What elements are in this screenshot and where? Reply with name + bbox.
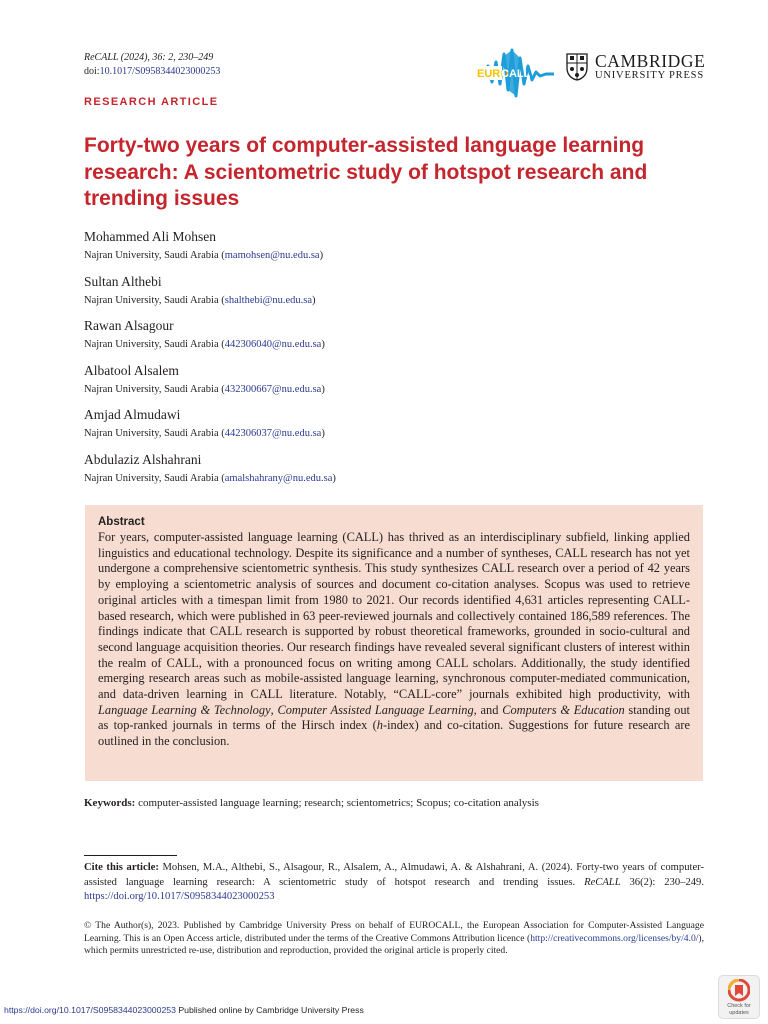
affiliation-text: Najran University, Saudi Arabia	[84, 383, 219, 395]
abstract-separator: ,	[270, 702, 278, 717]
author-affiliation: Najran University, Saudi Arabia (442306040@nu.edu.sa)	[84, 339, 325, 351]
eurocall-euro-text: EURO	[477, 68, 509, 80]
check-updates-label	[719, 1003, 759, 1016]
license-notice	[84, 920, 704, 958]
keywords	[84, 796, 704, 811]
author-affiliation: Najran University, Saudi Arabia (mamohsen@nu.edu.sa)	[84, 250, 324, 261]
abstract-text-part: -index) and co-citation. Suggestions for future research are outlined in the conclusion.	[98, 718, 690, 749]
author-affiliation: Najran University, Saudi Arabia (shalthebi@nu.edu.sa)	[84, 294, 316, 306]
abstract-text	[98, 530, 690, 750]
author-email-link[interactable]: amalshahrany@nu.edu.sa	[224, 472, 333, 484]
affiliation-text: Najran University, Saudi Arabia	[84, 294, 219, 306]
publisher-name: CAMBRIDGE	[595, 51, 706, 71]
check-updates-line: updates	[729, 1009, 749, 1016]
abstract-text-part: For years, computer-assisted language learning (CALL) has thrived as an interdisciplinary subfield, linking applied linguistics and educational technology. Despite its significance and a number of syntheses, CALL research has not yet undergone a comprehensive scientometric synthesis. This study synthesizes CALL research over a period of 42 years by employing a scientometric analysis of sources and document co-citation analyses. Scopus was used to retrieve original articles with a timespan limit from 1980 to 2021. Our records identified 4,631 articles representing CALL-based research, which were published in 63 peer-reviewed journals and collectively contained 186,589 references. The findings indicate that CALL research is supported by robust theoretical frameworks, grounded in socio-cultural and second language acquisition theories. Our research findings have revealed several significant clusters of interest within the realm of CALL, with a pronounced focus on writing among CALL scholars. Additionally, the study identified emerging research areas such as mobile-assisted language learning, synchronous computer-mediated communication, and data-driven learning in CALL literature. Notably, “CALL-core” journals exhibited high productivity, with	[98, 530, 690, 702]
author-email-link[interactable]: shalthebi@nu.edu.sa	[224, 294, 312, 306]
publisher-subtitle: UNIVERSITY PRESS	[595, 70, 704, 81]
check-updates-icon	[728, 979, 750, 1003]
affiliation-text: Najran University, Saudi Arabia	[84, 472, 219, 484]
citation-label: Cite this article:	[84, 862, 159, 873]
keywords-list: computer-assisted language learning; research; scientometrics; Scopus; co-citation analysis	[135, 797, 539, 809]
keywords-label: Keywords:	[84, 797, 136, 809]
eurocall-logo	[474, 44, 556, 106]
author-affiliation: Najran University, Saudi Arabia (432300667@nu.edu.sa)	[84, 383, 325, 395]
affiliation-text: Najran University, Saudi Arabia	[84, 250, 219, 261]
author-entry	[84, 317, 684, 362]
author-email-link[interactable]: 432300667@nu.edu.sa	[224, 383, 322, 395]
abstract-heading: Abstract	[98, 516, 145, 528]
article-type: RESEARCH ARTICLE	[84, 96, 219, 108]
citation-journal: ReCALL	[584, 876, 621, 888]
eurocall-call-text: CALL	[501, 68, 531, 80]
journal-name: Computer Assisted Language Learning	[277, 702, 474, 717]
cambridge-shield-icon	[566, 53, 588, 81]
license-link[interactable]: http://creativecommons.org/licenses/by/4.0/	[530, 932, 699, 944]
doi-prefix: doi:	[84, 66, 100, 77]
author-name: Amjad Almudawi	[84, 407, 181, 423]
author-email-link[interactable]: 442306037@nu.edu.sa	[224, 428, 322, 440]
check-updates-line: Check for	[727, 1003, 751, 1009]
page-footer	[4, 1004, 364, 1016]
cambridge-university-press-logo	[566, 53, 706, 83]
author-name: Rawan Alsagour	[84, 318, 174, 334]
footnote-divider	[84, 855, 177, 856]
author-name: Sultan Althebi	[84, 273, 162, 289]
abstract-text-part: standing out as top-ranked journals in terms of the Hirsch index (	[98, 702, 690, 733]
author-entry	[84, 451, 684, 496]
author-entry	[84, 406, 684, 451]
citation-details: 36(2): 230–249.	[620, 876, 704, 888]
journal-name: Language Learning & Technology	[98, 702, 271, 717]
license-text: ), which permits unrestricted re-use, distribution and reproduction, provided the original article is properly cited.	[84, 932, 704, 957]
journal-name: Computers & Education	[502, 702, 625, 717]
affiliation-text: Najran University, Saudi Arabia	[84, 428, 219, 440]
abstract-box	[85, 505, 703, 781]
abstract-separator: , and	[473, 702, 503, 717]
author-list	[84, 228, 684, 496]
doi-link[interactable]: 10.1017/S0958344023000253	[99, 66, 221, 77]
citation-text: Mohsen, M.A., Althebi, S., Alsagour, R., Alsalem, A., Almudawi, A. & Alshahrani, A. (2024). Forty-two years of computer-assisted language learning research: A scientometric study of hotspot research and trending issues.	[84, 862, 704, 888]
eurocall-waveform-icon	[474, 44, 556, 106]
author-name: Mohammed Ali Mohsen	[84, 229, 216, 244]
journal-citation: ReCALL (2024), 36: 2, 230–249	[84, 52, 214, 63]
author-email-link[interactable]: mamohsen@nu.edu.sa	[224, 250, 320, 261]
citation-doi-link[interactable]: https://doi.org/10.1017/S0958344023000253	[84, 891, 275, 902]
doi-line	[84, 65, 220, 79]
author-affiliation: Najran University, Saudi Arabia (amalshahrany@nu.edu.sa)	[84, 472, 336, 484]
article-title: Forty-two years of computer-assisted language learning research: A scientometric study of hotspot research and trending issues	[84, 134, 648, 210]
license-text: © The Author(s), 2023. Published by Cambridge University Press on behalf of EUROCALL, the European Association for Computer-Assisted Language Learning. This is an Open Access article, distributed under the terms of the Creative Commons Attribution licence (	[84, 920, 704, 944]
author-entry	[84, 228, 684, 273]
author-entry	[84, 362, 684, 407]
author-name: Albatool Alsalem	[84, 362, 179, 378]
check-for-updates-button[interactable]	[718, 975, 760, 1019]
affiliation-text: Najran University, Saudi Arabia	[84, 339, 219, 351]
author-entry	[84, 273, 684, 318]
cite-this-article	[84, 861, 704, 905]
h-index-italic: h	[376, 718, 383, 733]
author-name: Abdulaziz Alshahrani	[84, 451, 202, 467]
author-affiliation: Najran University, Saudi Arabia (442306037@nu.edu.sa)	[84, 428, 325, 440]
footer-doi-link[interactable]: https://doi.org/10.1017/S0958344023000253	[4, 1005, 176, 1015]
author-email-link[interactable]: 442306040@nu.edu.sa	[224, 339, 322, 351]
footer-text: Published online by Cambridge University Press	[175, 1005, 364, 1015]
journal-info	[84, 51, 220, 79]
